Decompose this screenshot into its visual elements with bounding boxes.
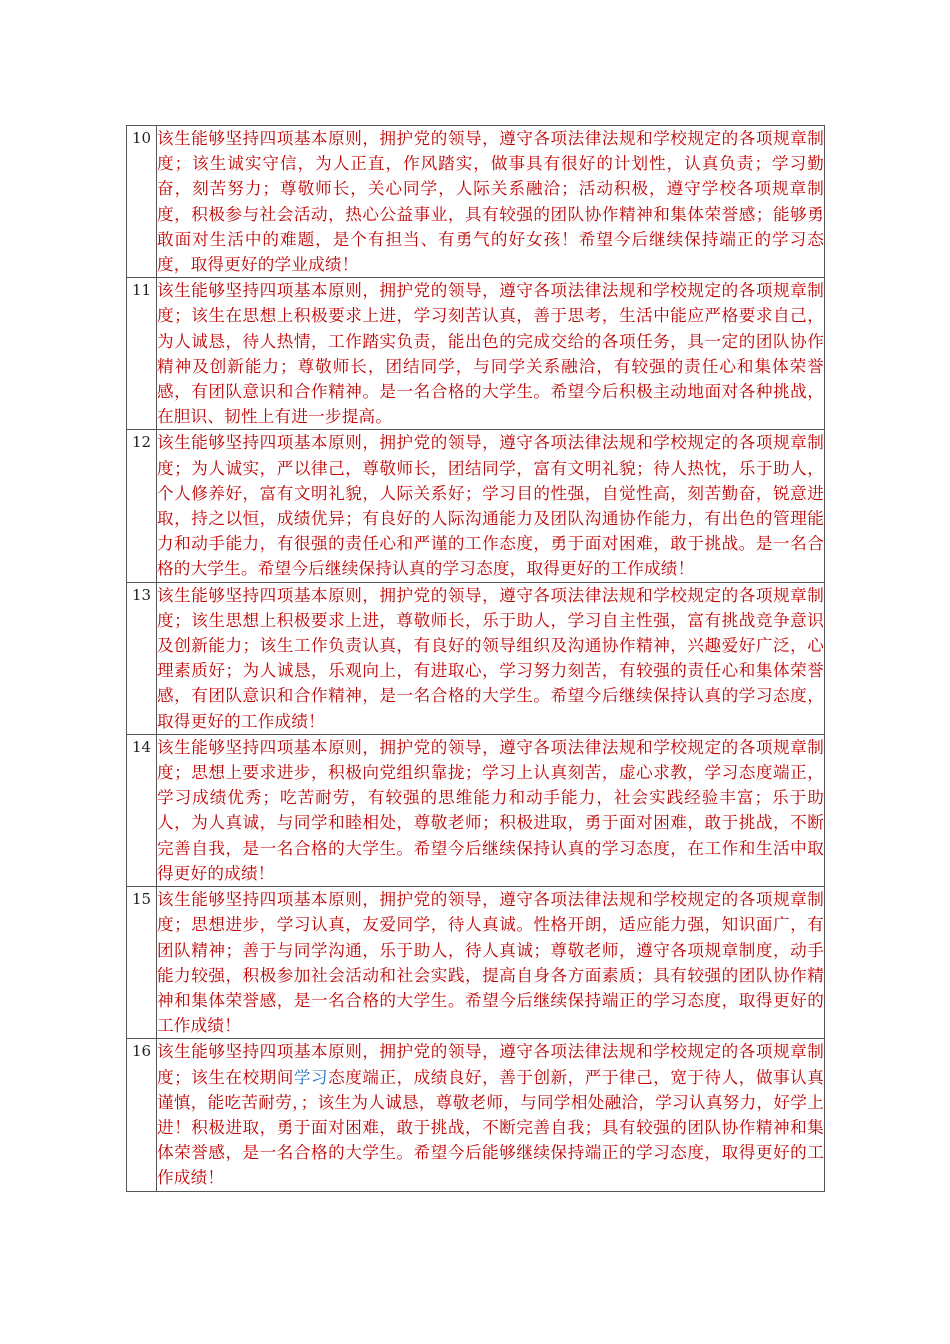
row-number: 13 [127,582,157,734]
evaluation-text-part: 该生能够坚持四项基本原则，拥护党的领导，遵守各项法律法规和学校规定的各项规章制度；该生在校期间 [157,1042,824,1087]
row-number: 14 [127,734,157,886]
row-number: 15 [127,887,157,1039]
table-row [127,430,825,582]
table-row [127,278,825,430]
table-row [127,887,825,1039]
evaluation-text: 该生能够坚持四项基本原则，拥护党的领导，遵守各项法律法规和学校规定的各项规章制度；该生诚实守信，为人正直，作风踏实，做事具有很好的计划性，认真负责；学习勤奋，刻苦努力；尊敬师长，关心同学，人际关系融洽；活动积极，遵守学校各项规章制度，积极参与社会活动，热心公益事业，具有较强的团队协作精神和集体荣誉感；能够勇敢面对生活中的难题，是个有担当、有勇气的好女孩！希望今后继续保持端正的学习态度，取得更好的学业成绩！ [157,126,825,278]
row-number: 10 [127,126,157,278]
evaluation-text: 该生能够坚持四项基本原则，拥护党的领导，遵守各项法律法规和学校规定的各项规章制度；思想上要求进步，积极向党组织靠拢；学习上认真刻苦，虚心求教，学习态度端正，学习成绩优秀；吃苦耐劳，有较强的思维能力和动手能力，社会实践经验丰富；乐于助人，为人真诚，与同学和睦相处，尊敬老师；积极进取，勇于面对困难，敢于挑战，不断完善自我，是一名合格的大学生。希望今后继续保持认真的学习态度，在工作和生活中取得更好的成绩！ [157,734,825,886]
row-number: 12 [127,430,157,582]
table-row [127,734,825,886]
table-row [127,126,825,278]
highlighted-word: 学习 [293,1067,329,1087]
evaluation-text: 该生能够坚持四项基本原则，拥护党的领导，遵守各项法律法规和学校规定的各项规章制度；该生在思想上积极要求上进，学习刻苦认真，善于思考，生活中能应严格要求自己，为人诚恳，待人热情，工作踏实负责，能出色的完成交给的各项任务，具一定的团队协作精神及创新能力；尊敬师长，团结同学，与同学关系融洽，有较强的责任心和集体荣誉感，有团队意识和合作精神。是一名合格的大学生。希望今后积极主动地面对各种挑战，在胆识、韧性上有进一步提高。 [157,278,825,430]
row-number: 11 [127,278,157,430]
evaluation-text-part: 态度端正，成绩良好，善于创新，严于律己，宽于待人，做事认真谨慎，能吃苦耐劳，；该生为人诚恳，尊敬老师，与同学相处融洽，学习认真努力，好学上进！积极进取，勇于面对困难，敢于挑战，不断完善自我；具有较强的团队协作精神和集体荣誉感，是一名合格的大学生。希望今后能够继续保持端正的学习态度，取得更好的工作成绩！ [157,1067,824,1188]
evaluation-text: 该生能够坚持四项基本原则，拥护党的领导，遵守各项法律法规和学校规定的各项规章制度；该生思想上积极要求上进，尊敬师长，乐于助人，学习自主性强，富有挑战竞争意识及创新能力；该生工作负责认真，有良好的领导组织及沟通协作精神，兴趣爱好广泛，心理素质好；为人诚恳，乐观向上，有进取心，学习努力刻苦，有较强的责任心和集体荣誉感，有团队意识和合作精神，是一名合格的大学生。希望今后继续保持认真的学习态度，取得更好的工作成绩！ [157,582,825,734]
evaluation-text: 该生能够坚持四项基本原则，拥护党的领导，遵守各项法律法规和学校规定的各项规章制度；为人诚实，严以律己，尊敬师长，团结同学，富有文明礼貌；待人热忱，乐于助人，个人修养好，富有文明礼貌，人际关系好；学习目的性强，自觉性高，刻苦勤奋，锐意进取，持之以恒，成绩优异；有良好的人际沟通能力及团队沟通协作能力，有出色的管理能力和动手能力，有很强的责任心和严谨的工作态度，勇于面对困难，敢于挑战。是一名合格的大学生。希望今后继续保持认真的学习态度，取得更好的工作成绩！ [157,430,825,582]
evaluation-text [157,1039,825,1191]
table-row [127,1039,825,1191]
evaluation-table [126,125,825,1192]
row-number: 16 [127,1039,157,1191]
evaluation-text: 该生能够坚持四项基本原则，拥护党的领导，遵守各项法律法规和学校规定的各项规章制度；思想进步，学习认真，友爱同学，待人真诚。性格开朗，适应能力强，知识面广，有团队精神；善于与同学沟通，乐于助人，待人真诚；尊敬老师，遵守各项规章制度，动手能力较强，积极参加社会活动和社会实践，提高自身各方面素质；具有较强的团队协作精神和集体荣誉感，是一名合格的大学生。希望今后继续保持端正的学习态度，取得更好的工作成绩！ [157,887,825,1039]
table-row [127,582,825,734]
